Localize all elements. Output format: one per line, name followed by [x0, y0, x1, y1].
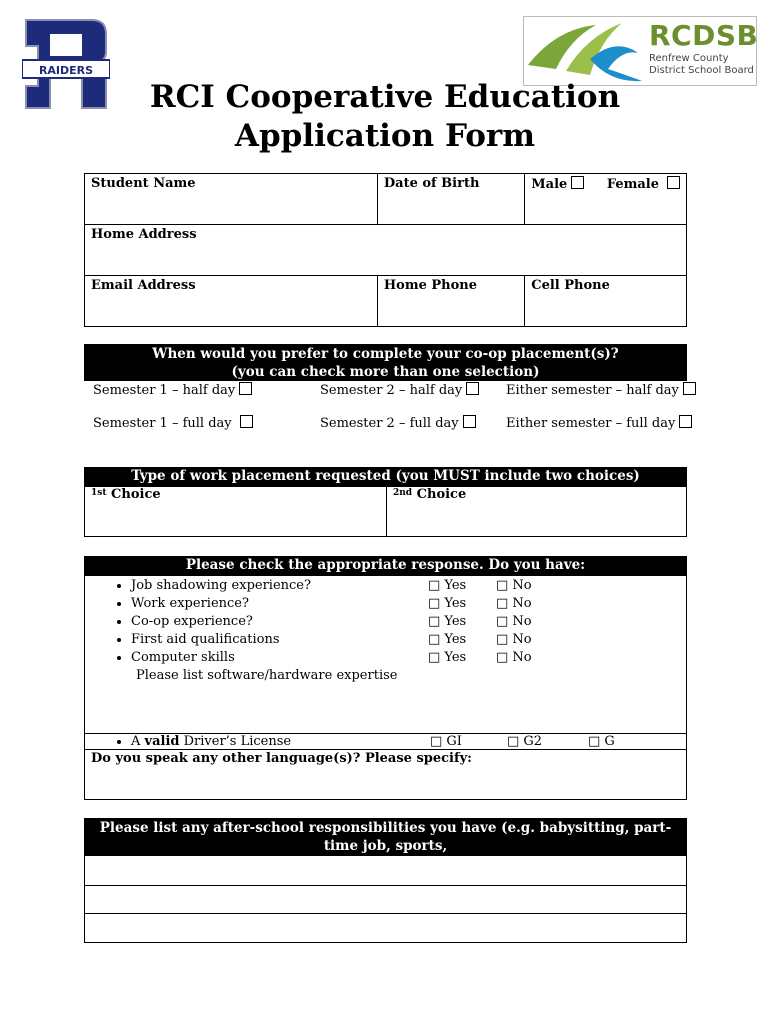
- question: Job shadowing experience?: [131, 578, 311, 593]
- second-choice-sup: 2nd: [393, 488, 413, 498]
- work-header: Type of work placement requested (you MUST include two choices): [84, 467, 687, 486]
- option-label: Either semester – full day: [506, 416, 676, 431]
- male-label: Male: [531, 177, 568, 192]
- home-address-label: Home Address: [91, 227, 197, 242]
- license-language-box: [84, 732, 687, 800]
- list-item: [131, 649, 685, 667]
- yes-option-1[interactable]: □ Yes: [428, 596, 467, 611]
- rcdsb-line2: District School Board: [649, 65, 754, 76]
- experience-box: [84, 575, 687, 734]
- cell-phone-field[interactable]: [525, 276, 687, 327]
- placement-header: [84, 344, 687, 381]
- license-g-option[interactable]: □ G: [588, 734, 615, 749]
- checkbox-s2-full[interactable]: [463, 415, 476, 428]
- license-g2-option[interactable]: □ G2: [507, 734, 543, 749]
- dob-field[interactable]: [377, 174, 524, 225]
- checkbox-either-half[interactable]: [683, 382, 696, 395]
- placement-option-s2-half[interactable]: [320, 382, 479, 400]
- no-option-1[interactable]: □ No: [496, 596, 532, 611]
- experience-list: [85, 577, 685, 685]
- software-label: Please list software/hardware expertise: [136, 668, 398, 683]
- checkbox-either-full[interactable]: [679, 415, 692, 428]
- question: Computer skills: [131, 650, 235, 665]
- page-title: [0, 78, 770, 156]
- email-field[interactable]: [85, 276, 378, 327]
- first-choice-sup: 1st: [91, 488, 107, 498]
- after-school-line-3[interactable]: [84, 913, 687, 943]
- gender-cell: [525, 174, 687, 225]
- work-choice-table: [84, 486, 687, 537]
- question: Work experience?: [131, 596, 249, 611]
- second-choice-label: Choice: [416, 487, 467, 502]
- student-name-field[interactable]: [85, 174, 378, 225]
- after-school-header-line-2: other extracurricular activities, etc.): [246, 856, 525, 872]
- title-line-2: Application Form: [234, 118, 536, 154]
- home-phone-field[interactable]: [377, 276, 524, 327]
- no-column: [496, 577, 532, 667]
- license-text-a: A: [131, 734, 145, 749]
- checkbox-s1-full[interactable]: [240, 415, 253, 428]
- student-info-table: [84, 173, 687, 327]
- placement-option-either-full[interactable]: [506, 415, 692, 433]
- male-checkbox[interactable]: [571, 176, 584, 189]
- first-choice-label: Choice: [111, 487, 161, 502]
- list-item: [131, 595, 685, 613]
- list-item: [131, 577, 685, 595]
- option-label: Either semester – half day: [506, 383, 679, 398]
- female-label: Female: [606, 177, 659, 192]
- checkbox-s1-half[interactable]: [239, 382, 252, 395]
- yes-column: [428, 577, 466, 667]
- no-option-3[interactable]: □ No: [496, 632, 532, 647]
- yes-option-3[interactable]: □ Yes: [428, 632, 467, 647]
- placement-header-line-1: When would you prefer to complete your co-op placement(s)?: [152, 346, 619, 362]
- after-school-line-1[interactable]: [84, 855, 687, 886]
- first-choice-field[interactable]: [85, 487, 387, 537]
- rcdsb-line1: Renfrew County: [649, 53, 729, 64]
- no-option-4[interactable]: □ No: [496, 650, 532, 665]
- yes-option-2[interactable]: □ Yes: [428, 614, 467, 629]
- rcdsb-abbr: RCDSB: [649, 19, 759, 52]
- option-label: Semester 1 – half day: [93, 383, 236, 398]
- no-option-2[interactable]: □ No: [496, 614, 532, 629]
- after-school-header: [84, 818, 687, 872]
- list-item: [131, 631, 685, 649]
- checkbox-s2-half[interactable]: [466, 382, 479, 395]
- yes-option-0[interactable]: □ Yes: [428, 578, 467, 593]
- option-label: Semester 2 – half day: [320, 383, 463, 398]
- no-option-0[interactable]: □ No: [496, 578, 532, 593]
- placement-header-line-2: (you can check more than one selection): [231, 364, 540, 380]
- email-label: Email Address: [91, 278, 196, 293]
- question: First aid qualifications: [131, 632, 280, 647]
- placement-option-s1-full[interactable]: [93, 415, 253, 433]
- after-school-header-line-1: Please list any after-school responsibilities you have (e.g. babysitting, part-time job, sports,: [99, 820, 672, 854]
- language-label[interactable]: Do you speak any other language(s)? Please specify:: [91, 751, 472, 766]
- placement-option-s2-full[interactable]: [320, 415, 476, 433]
- student-name-label: Student Name: [91, 176, 196, 191]
- cell-phone-label: Cell Phone: [531, 278, 610, 293]
- raiders-logo-text: RAIDERS: [38, 64, 94, 77]
- list-item: [131, 613, 685, 631]
- second-choice-field[interactable]: [387, 487, 687, 537]
- experience-header: Please check the appropriate response. Do you have:: [84, 556, 687, 575]
- license-valid: valid: [144, 734, 180, 749]
- license-text-b: Driver’s License: [179, 734, 292, 749]
- title-line-1: RCI Cooperative Education: [149, 79, 621, 115]
- home-address-field[interactable]: [85, 225, 687, 276]
- rcdsb-logo: [523, 16, 757, 86]
- placement-option-either-half[interactable]: [506, 382, 696, 400]
- home-phone-label: Home Phone: [383, 278, 478, 293]
- option-label: Semester 1 – full day: [93, 416, 232, 431]
- yes-option-4[interactable]: □ Yes: [428, 650, 467, 665]
- after-school-line-2[interactable]: [84, 884, 687, 914]
- license-g1-option[interactable]: □ GI: [430, 734, 462, 749]
- dob-label: Date of Birth: [383, 176, 480, 191]
- option-label: Semester 2 – full day: [320, 416, 459, 431]
- question: Co-op experience?: [131, 614, 253, 629]
- female-checkbox[interactable]: [667, 176, 680, 189]
- placement-option-s1-half[interactable]: [93, 382, 252, 400]
- rcdsb-emblem: [526, 19, 644, 83]
